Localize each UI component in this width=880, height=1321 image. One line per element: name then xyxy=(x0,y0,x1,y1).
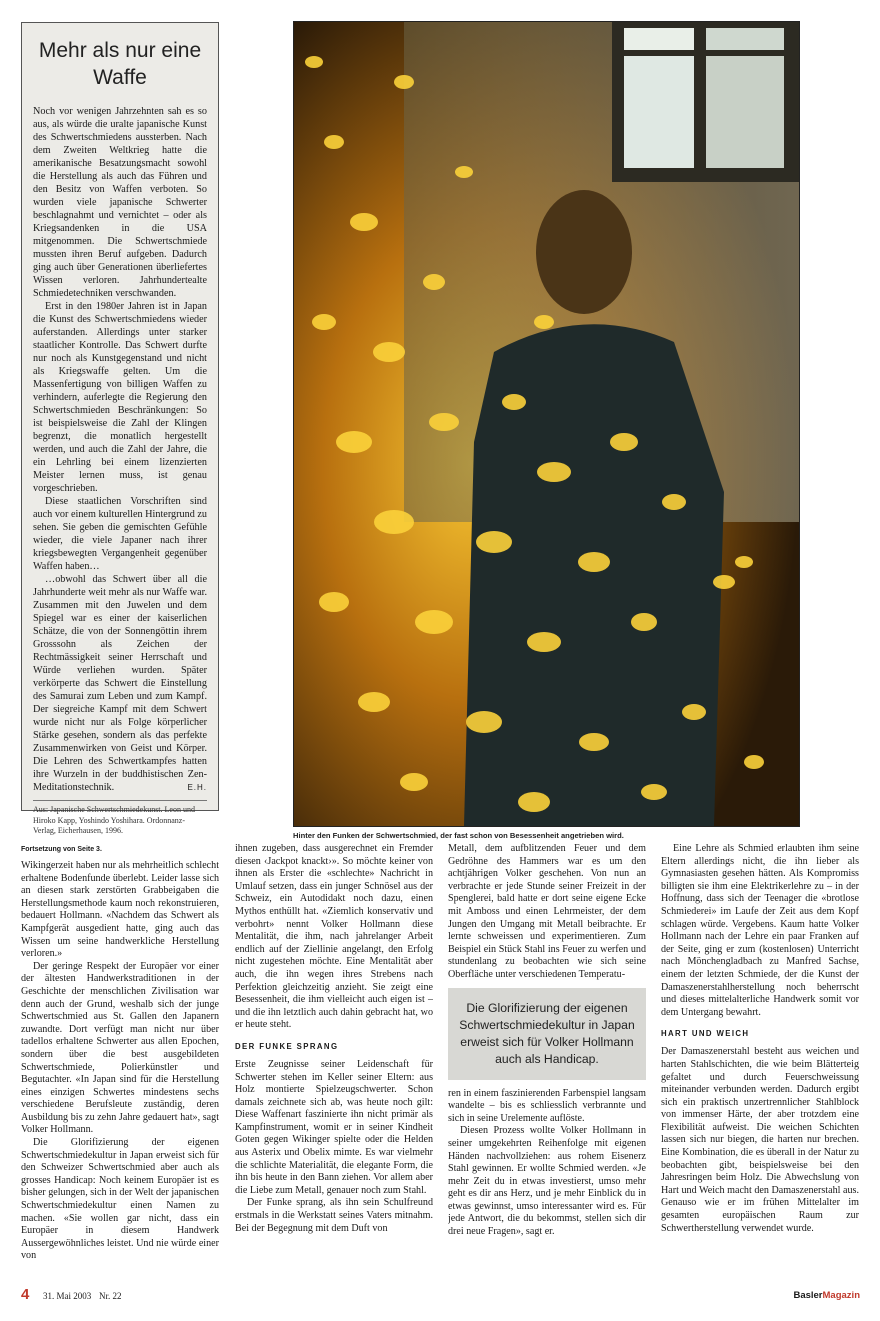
issue-date: 31. Mai 2003 xyxy=(43,1291,92,1301)
sidebar-paragraph: Erst in den 1980er Jahren ist in Japan die Kunst des Schwertschmiedens wieder auferstanden. Allerdings unter starker staatlicher Kontrolle. Das Schwert durfte nur noch als Kunstgegenstand und nicht als Kriegswaffe gelten. Um die Massenfertigung von billigen Waffen zu verhindern, auferlegte die Regierung den Schwertschmieden Beschränkungen: So ist beispielsweise die Zahl der Klingen begrenzt, die monatlich hergestellt werden, und auch die Zahl der Jahre, die ein Lehrling bei einem lizenzierten Meister lernen muss, ist genau vorgeschrieben. xyxy=(33,301,207,494)
sidebar-paragraph: Noch vor wenigen Jahrzehnten sah es so aus, als würde die uralte japanische Kunst des Schwertschmiedens aussterben. Nach dem Zweiten Weltkrieg hatte die amerikanische Besatzungsmacht sowohl die Herstellung als auch das Führen und den Besitz von Waffen verboten. So wurden viele japanische Schwerter beschlagnahmt und vernichtet – oder als Kriegsandenken in die USA mitgenommen. Die Schwertschmiede mussten ihren Beruf aufgeben. Dadurch ging auch über Generationen überliefertes Wissen verloren. Jahrhundertealte Schmiedetechniken verschwanden. xyxy=(33,106,207,299)
article-paragraph: Eine Lehre als Schmied erlaubten ihm seine Eltern allerdings nicht, die ihn lieber als Gymnasiasten gesehen hätten. Als Kompromiss billigten sie ihm eine Elektrikerlehre zu – in der Hoffnung, dass sich der Teenager die «brotlose Schmiederei» im Laufe der Zeit aus dem Kopf schlagen würde. Vergebens. Kaum hatte Volker Hollmann nach der Lehre ein paar Franken auf der Seite, ging er zum (kostenlosen) Unterricht nach Mönchengladbach zu Manfred Sachse, einem der letzten Schmiede, der die Kunst der Damaszenerstahlherstellung noch beherrscht und dieses mittelalterliche Handwerk somit vor dem Untergang bewahrt. xyxy=(661,843,859,1018)
article-paragraph: Der Funke sprang, als ihn sein Schulfreund erstmals in die Werkstatt seines Vaters mitnahm. Bei der Begegnung mit dem Duft von xyxy=(235,1197,433,1234)
blacksmith-photo xyxy=(293,21,800,827)
article-paragraph: Wikingerzeit haben nur als mehrheitlich schlecht erhaltene Bodenfunde überlebt. Leider lasse sich an diesen stark zerstörten Grabbeigaben die Herstellungsmethode kaum noch rekonstruieren, bedauert Hollmann. «Nachdem das Schwert als Kampfgerät ausgedient hatte, ging auch das Wissen um seine handwerkliche Herstellung verloren.» xyxy=(21,860,219,960)
sidebar-divider xyxy=(33,800,207,801)
issue-number: Nr. 22 xyxy=(99,1291,122,1301)
article-column-2 xyxy=(235,843,433,1281)
sidebar-paragraph xyxy=(33,573,207,794)
sparks-image xyxy=(294,22,799,826)
article-paragraph: Die Glorifizierung der eigenen Schwertschmiedekultur in Japan erweist sich für den Schweizer Schwertschmied aber auch als grosses Handicap: Noch keinem Europäer ist es bisher gelungen, sich in der Welt der japanischen Schwertschmiedekultur einen Namen zu machen. «Sie wollen gar nicht, dass ein Europäer in diesem Handwerk Aussergewöhnliches leistet. Und nie würde einer von xyxy=(21,1137,219,1262)
article-paragraph: Diesen Prozess wollte Volker Hollmann in seiner umgekehrten Reihenfolge mit eigenen Händen nachvollziehen: aus rohem Eisenerz Stahl gewinnen. Er wollte Schmied werden. «Je mehr Zeit du in etwas investierst, umso mehr geht es dir ans Herz, und je mehr Einblick du in etwas gewinnst, umso interessanter wird es. Für jede Antwort, die du bekommst, stellen sich dir drei neue Fragen», sagt er. xyxy=(448,1125,646,1238)
subheading: HART UND WEICH xyxy=(661,1029,750,1039)
article-paragraph: Der geringe Respekt der Europäer vor einer der ältesten Handwerkstraditionen in der Geschichte der menschlichen Zivilisation war denn auch der Grund, weshalb sich der junge Schwertschmied aus St. Gallen den Japanern zuwandte. Dort verfügt man nicht nur über tadellos erhaltene Schwerter aus allen Epochen, sondern über die best ausgebildeten Schwertschmiede, Polierkünstler und Begutachter. «In Japan sind für die Herstellung eines einzigen Schwertes mindestens sechs verschiedene Berufsleute zuständig, deren Ausbildung bis zu zehn Jahre gedauert hat», sagt Volker Hollmann. xyxy=(21,960,219,1136)
sidebar-box xyxy=(21,22,219,835)
brand-name: Basler xyxy=(793,1290,823,1301)
sidebar-title: Mehr als nur eine Waffe xyxy=(38,39,202,89)
article-paragraph: Der Damaszenerstahl besteht aus weichen und harten Stahlschichten, die wie beim Blätterteig gefaltet und durch Feuerschweissung miteinander verbunden werden. Dadurch ergibt sich ein praktisch unzertrennlicher Stahlblock von immenser Härte, der aber trotzdem eine Flexibilität aufweist. Die weichen Schichten lassen sich nur biegen, die harten nur brechen. Eine Kombination, die es überall in der Natur zu beobachten gibt, beispielsweise bei den Jahresringen beim Holz. Die Abwechslung von Hart und Weich macht den Damaszenerstahl aus. Genauso wie er im frühen Mittelalter im gesamten europäischen Raum zur Schwertherstellung verwendet wurde. xyxy=(661,1046,859,1234)
photo-caption: Hinter den Funken der Schwertschmied, der fast schon von Besessenheit angetrieben wird. xyxy=(293,831,624,840)
page-number: 4 xyxy=(21,1286,30,1303)
article-paragraph: Erste Zeugnisse seiner Leidenschaft für Schwerter stehen im Keller seiner Eltern: aus Holz montierte Spielzeugschwerter. Schon damals zeichnete sich ab, was heute noch gilt: Diese Waffenart faszinierte ihn nicht primär als Kampfinstrument, womit er in seiner Kindheit Goten gegen Wikinger spielte oder die Helden aus Asterix und Obelix mimte. Es war vielmehr die schlichte Materialität, die elegante Form, die ihn bis heute in den Bann ziehen. Vor allem aber die Liebe zum Metall, genauer noch zum Stahl. xyxy=(235,1058,433,1196)
sidebar-paragraph: Diese staatlichen Vorschriften sind auch vor einem kulturellen Hintergrund zu sehen. Sie geben die gemischten Gefühle wieder, die viele Japaner nach ihrer kriegsbewegten Vergangenheit gegenüber Waffen haben… xyxy=(33,496,207,572)
pull-quote: Die Glorifizierung der eigenen Schwertschmiedekultur in Japan erweist sich für Volker Hollmann auch als Handicap. xyxy=(448,988,646,1080)
continued-label: Fortsetzung von Seite 3. xyxy=(21,843,219,853)
subheading: DER FUNKE SPRANG xyxy=(235,1041,339,1051)
sidebar-paragraph-text: …obwohl das Schwert über all die Jahrhunderte weit mehr als nur Waffe war. Zusammen mit den Juwelen und dem Spiegel war es einer der kaiserlichen Schätze, die von der Sonnengöttin ihrem Grosssohn als Zeichen der Rechtmässigkeit seiner Herrschaft und Würde verliehen wurden. Später verkörperte das Schwert die Einstellung des Samurai zum Leben und zum Kampf. Der siegreiche Kampf mit dem Schwert wurde nicht nur als Folge körperlicher Stärke gesehen, sondern als das perfekte Zusammenwirken von Geist und Körper. Die Lehren des Schwertkampfes hatten ihre Wurzeln in der buddhistischen Zen-Meditationstechnik. xyxy=(33,574,207,793)
article-paragraph: ren in einem faszinierenden Farbenspiel langsam wandelte – bis es schliesslich verbrannte und sich in seine Urelemente auflöste. xyxy=(448,1087,646,1124)
sidebar-signature: E.H. xyxy=(187,783,207,792)
brand-name-accent: Magazin xyxy=(822,1290,860,1301)
window xyxy=(612,22,799,182)
article-column-1 xyxy=(21,843,219,1281)
sidebar-source: Aus: Japanische Schwertschmiedekunst. Leon und Hiroko Kapp, Yoshindo Yoshihara. Ordonnanz-Verlag, Eicherhausen, 1996. xyxy=(33,805,195,835)
article-paragraph: ihnen zugeben, dass ausgerechnet ein Fremder diesen ‹Jackpot knackt›». So möchte keiner von ihnen als Erster die «schlechte» Nachricht in Umlauf setzen, dass ein junger Schnösel aus der Schweiz, ein Autodidakt noch dazu, einen Mythos enthüllt hat. «Ziemlich konservativ und verbohrt» nennt Volker Hollmann diese Mentalität, die ihm, nach jahrelanger Arbeit endlich auf der Ziellinie angelangt, den Erfolg nicht zugestehen möchte. Eine Mentalität aber auch, die ihn wegen ihres Strebens nach Perfektion gleichzeitig anzieht. Sie zeigt eine Besessenheit, die ihm vielleicht auch eigen ist – und die ihn letztlich auch dahin gebracht hat, wo er heute steht. xyxy=(235,843,433,1031)
article-column-3 xyxy=(448,843,646,1281)
magazine-brand xyxy=(793,1290,860,1301)
article-column-4 xyxy=(661,843,859,1281)
page-footer xyxy=(21,1286,862,1305)
article-paragraph: Metall, dem aufblitzenden Feuer und dem Gedröhne des Hammers war es um den achtjährigen Volker geschehen. Von nun an verbrachte er jede Stunde seiner Freizeit in der Spenglerei, bald hatte er dort seine eigene Ecke mit Amboss und einen Lehrmeister, der dem Jungen den Umgang mit Metall beibrachte. Er lernte schweissen und experimentieren. Zum Beispiel ein Stück Stahl ins Feuer zu werfen und stundenlang zu beobachten wie sich seine Oberfläche unter verschiedenen Temperatu- xyxy=(448,843,646,980)
